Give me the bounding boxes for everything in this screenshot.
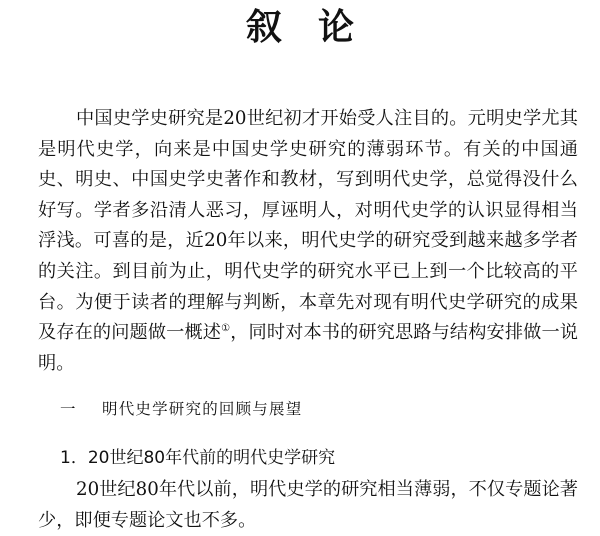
subsection-heading: 1．20世纪80年代前的明代史学研究 [60, 448, 336, 468]
intro-paragraph-text: 中国史学史研究是20世纪初才开始受人注目的。元明史学尤其是明代史学，向来是中国史学史研究的薄弱环节。有关的中国通史、明史、中国史学史著作和教材，写到明代史学，总觉得没什么好写。学者多沿清人恶习，厚诬明人，对明代史学的认识显得相当浮浅。可喜的是，近20年以来，明代史学的研究受到越来越多学者的关注。到目前为止，明代史学的研究水平已上到一个比较高的平台。为便于读者的理解与判断，本章先对现有明代史学研究的成果及存在的问题做一概述 [38, 108, 578, 344]
section-title: 明代史学研究的回顾与展望 [102, 400, 303, 418]
section-number: 一 [60, 400, 77, 418]
chapter-title: 叙论 [245, 7, 390, 48]
section-heading [60, 397, 302, 421]
body-paragraph: 20世纪80年代以前，明代史学的研究相当薄弱，不仅专题论著少，即便专题论文也不多。 [38, 479, 578, 531]
intro-paragraph [38, 104, 578, 379]
intro-paragraph-text-end: ，同时对本书的研究思路与结构安排做一说明。 [38, 322, 578, 374]
footnote-reference[interactable]: ① [221, 323, 231, 335]
